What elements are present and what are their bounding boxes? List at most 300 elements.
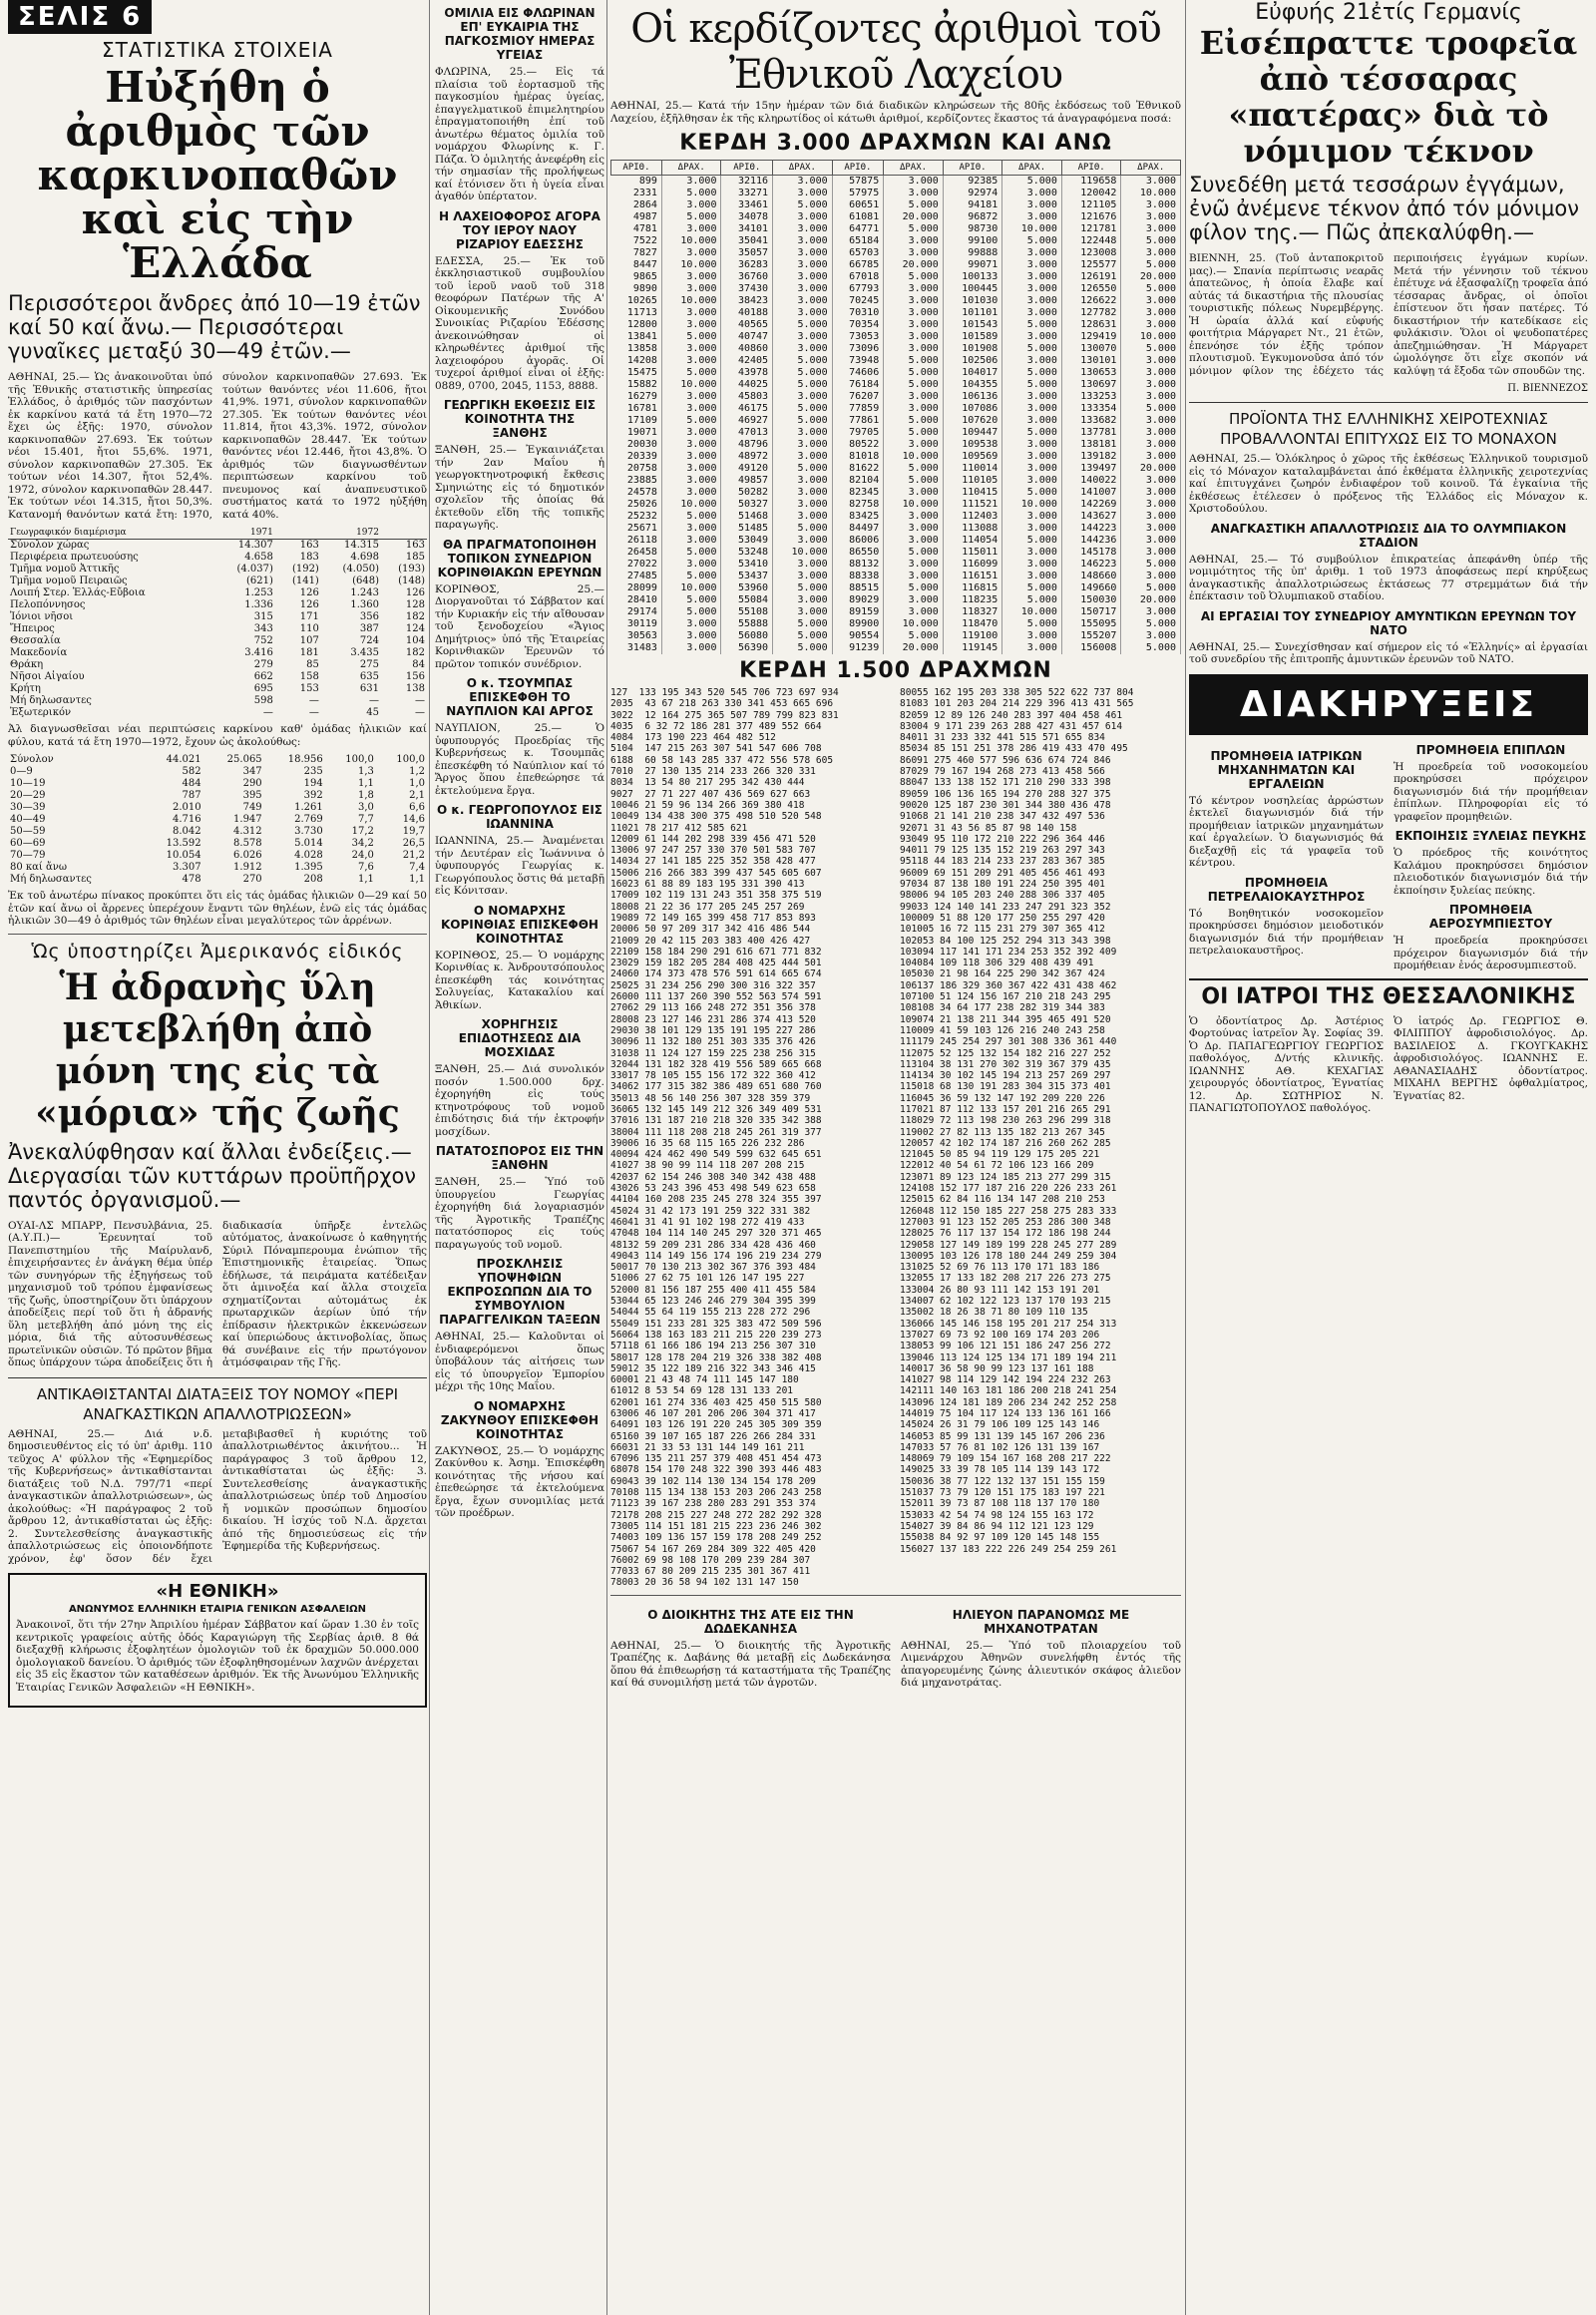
table-cell: 3.000	[773, 451, 833, 463]
table-cell: 73948	[832, 355, 884, 367]
table-cell: 4.028	[294, 850, 323, 861]
table-row	[611, 439, 1181, 451]
table-header: ΔΡΑΧ.	[773, 161, 833, 176]
table-cell: 5.000	[661, 571, 721, 582]
law-body: ΑΘΗΝΑΙ, 25.— Διά ν.δ. δημοσιευθέντος εἰς τό ὑπ' ἀριθμ. 110 τεῦχος Α' φύλλον τῆς «Ἐφημερίδος τῆς Κυβερνήσεως» ἀντικαθίστανται διατάξεις τοῦ Ν.Δ. 797/71 «περί ἀναγκαστικῶν ἀπαλλοτριώσεων», ὡς ἀκολούθως: «Ἡ παράγραφος 2 τοῦ ἄρθρου 12, ἀντικαθίσταται ὡς ἑξῆς: 2. Συντελεσθείσης ἀναγκαστικῆς ἀπαλλοτριώσεως εἰς ὁποιονδήποτε χρόνον, ἐφ' ὅσον δέν ἔχει μεταβιβασθεῖ ἡ κυριότης τοῦ ἀπαλλοτριωθέντος ἀκινήτου... Ἡ παράγραφος 3 τοῦ ἄρθρου 12, ἀντικαθίσταται ὡς ἑξῆς: 3. Συντελεσθείσης ἀναγκαστικῆς ἀπαλλοτριώσεως ὑπέρ τοῦ Δημοσίου ἤ νομικῶν προσώπων δημοσίου δικαίου. Ἡ ἰσχύς τοῦ Ν.Δ. ἄρχεται ἀπό τῆς δημοσιεύσεως εἰς τήν Ἐφημερίδα τῆς Κυβερνήσεως.	[8, 1427, 427, 1565]
table-row	[8, 826, 427, 838]
brief-body: ΑΘΗΝΑΙ, 25.— Καλοῦνται οἱ ἐνδιαφερόμενοι ὅπως ὑποβάλουν τάς αἰτήσεις των εἰς τό ὑπουργεῖον Ἐμπορίου μέχρι τῆς 10ης Μαΐου.	[435, 1331, 604, 1392]
table-cell: (192)	[291, 564, 319, 575]
table-cell: 3.000	[884, 247, 944, 259]
table-cell: 3.000	[1002, 439, 1062, 451]
column-right	[1189, 0, 1588, 1115]
table-cell: 10.000	[661, 295, 721, 307]
divider	[8, 934, 427, 935]
table-cell: 51485	[721, 523, 773, 535]
table-cell: 3.000	[773, 439, 833, 451]
table-cell: Ἐξωτερικόν	[10, 707, 72, 718]
table-cell: 10.000	[661, 235, 721, 247]
table-cell: 57975	[832, 188, 884, 199]
table-cell: 12800	[611, 319, 662, 331]
brief-body: ΖΑΚΥΝΘΟΣ, 25.— Ὁ νομάρχης Ζακύνθου κ. Ἀσημ. Ἐπισκέφθη κοινότητας τῆς νήσου καί ἐπεθεώρησε τά ἐκτελούμενα ἔργα, ἔχων συνομιλίας μετά τῶν προέδρων.	[435, 1444, 604, 1519]
table-cell: 116099	[943, 559, 1002, 571]
table-cell: 5.000	[1121, 642, 1181, 654]
lottery-title: Οἱ κερδίζοντες ἀριθμοὶ τοῦ Ἐθνικοῦ Λαχείου	[630, 6, 1161, 98]
table-row	[8, 754, 427, 766]
table-cell: 8447	[611, 259, 662, 271]
table-cell: 94181	[943, 199, 1002, 211]
table-cell: 126	[299, 587, 319, 598]
table-header: ΔΡΑΧ.	[661, 161, 721, 176]
table-cell: 79705	[832, 427, 884, 439]
table-cell: 43978	[721, 367, 773, 379]
table-cell: 4.658	[244, 552, 273, 563]
table-cell: 36283	[721, 259, 773, 271]
brief-body: ΞΑΝΘΗ, 25.— Ὑπό τοῦ ὑπουργείου Γεωργίας ἐχορηγήθη διά λογαριασμόν τῆς Ἀγροτικῆς Τραπέζης πατατόσπορος εἰς τούς παραγωγούς τοῦ νομοῦ.	[435, 1176, 604, 1251]
table-cell: 61081	[832, 211, 884, 223]
table-cell: 5.000	[1002, 176, 1062, 189]
table-cell: 3.000	[661, 271, 721, 283]
table-cell: 10.000	[1121, 331, 1181, 343]
table-header: ΔΡΑΧ.	[1002, 161, 1062, 176]
table-cell: 130070	[1061, 343, 1121, 355]
table-cell: 26458	[611, 547, 662, 559]
table-cell: 6,6	[409, 802, 425, 813]
lottery-bottom-briefs	[610, 1602, 1181, 1696]
table-cell: 35041	[721, 235, 773, 247]
table-cell: 67018	[832, 271, 884, 283]
table-cell: 5.000	[1121, 618, 1181, 630]
table-cell: 25.065	[226, 754, 262, 765]
table-cell: 5.000	[661, 606, 721, 618]
table-cell: 3.000	[1002, 523, 1062, 535]
table-cell: 50—59	[10, 826, 46, 837]
table-cell: 5.000	[773, 199, 833, 211]
brief-body: ΞΑΝΘΗ, 25.— Ἐγκαινιάζεται τήν 2αν Μαΐου ἡ γεωργοκτηνοτροφική ἔκθεσις Σμηνιώτης εἰς τό δημοτικόν σχολεῖον τῆς ὁποίας θά ἐκτεθοῦν εἴδη τῆς τοπικῆς παραγωγῆς.	[435, 444, 604, 531]
brief-headline: Ο ΔΙΟΙΚΗΤΗΣ ΤΗΣ ΑΤΕ ΕΙΣ ΤΗΝ ΔΩΔΕΚΑΝΗΣΑ	[647, 1607, 854, 1636]
table-cell: 33271	[721, 188, 773, 199]
table-row	[611, 176, 1181, 189]
table-cell: 3.000	[1121, 295, 1181, 307]
table-row	[611, 463, 1181, 475]
table-cell: 5.000	[884, 547, 944, 559]
table-cell: 88132	[832, 559, 884, 571]
table-cell: 130697	[1061, 379, 1121, 391]
column-briefs	[435, 0, 604, 1526]
table-cell: 3.000	[1121, 355, 1181, 367]
table-cell: 5.000	[1002, 319, 1062, 331]
table-cell: 3.000	[1121, 223, 1181, 235]
table-cell: 2864	[611, 199, 662, 211]
table-cell: 119100	[943, 630, 1002, 642]
table-cell: 5.000	[1121, 235, 1181, 247]
table-header	[275, 527, 321, 540]
table-cell: 3.000	[1002, 463, 1062, 475]
table-cell: 3.307	[172, 862, 201, 873]
table-cell: 5.000	[1002, 235, 1062, 247]
table-row	[611, 451, 1181, 463]
table-cell: 3.000	[773, 235, 833, 247]
table-cell: 163	[299, 540, 319, 551]
table-cell: 1,1	[409, 874, 425, 885]
brief-body: ΙΩΑΝΝΙΝΑ, 25.— Ἀναμένεται τήν Δευτέραν εἰς Ἰωάννινα ὁ ὑφυπουργός Γεωργίας κ. Γεωργόπουλος ὅστις θά μεταβῇ εἰς Κόνιτσαν.	[435, 835, 604, 897]
table-cell: 14208	[611, 355, 662, 367]
table-row	[8, 766, 427, 778]
table-cell: 3.000	[661, 559, 721, 571]
table-cell: 30119	[611, 618, 662, 630]
table-cell: 8.578	[233, 838, 262, 849]
table-cell: 181	[299, 647, 319, 658]
table-row	[611, 535, 1181, 547]
column-lottery	[610, 0, 1181, 1696]
table-cell: 2331	[611, 188, 662, 199]
table-cell: 145178	[1061, 547, 1121, 559]
table-cell: 1,1	[357, 874, 374, 885]
table-cell: 3.000	[661, 247, 721, 259]
table-cell: 5.000	[661, 211, 721, 223]
table-cell: 3.000	[661, 283, 721, 295]
table-cell: 141007	[1061, 487, 1121, 499]
table-cell: 3.000	[773, 343, 833, 355]
table-cell: 582	[182, 766, 201, 777]
table-cell: 752	[253, 635, 273, 646]
table-cell: Περιφέρεια πρωτευούσης	[10, 552, 139, 563]
brief-body: ΦΛΩΡΙΝΑ, 25.— Εἰς τά πλαίσια τοῦ ἑορτασμοῦ τῆς παγκοσμίου ἡμέρας ὑγείας, ἐπαγγελματικοῦ ἐπιμελητηρίου ἐπραγματοποιήθη ἐπί τοῦ ἀνωτέρω θέματος ὁμιλία τοῦ νομάρχου Φλωρίνης κ. Γ. Πάζα. Ὁ ὁμιλητής ἀνεφέρθη εἰς τήν σημασίαν τῆς προλήψεως καί ἐτόνισεν ὅτι ἡ ὑγεία εἶναι ἀγαθόν ὑπέρτατον.	[435, 66, 604, 202]
table-cell: 5.000	[773, 379, 833, 391]
table-row	[611, 523, 1181, 535]
table-cell: 5.000	[1121, 582, 1181, 594]
table-header: ΑΡΙΘ.	[1061, 161, 1121, 176]
table-cell: 55888	[721, 618, 773, 630]
table-cell: 73096	[832, 343, 884, 355]
table-cell: 5.000	[661, 547, 721, 559]
column-rule	[429, 0, 430, 2315]
table-cell: 13841	[611, 331, 662, 343]
table-cell: 144223	[1061, 523, 1121, 535]
table-cell: 5.000	[884, 475, 944, 487]
table-cell: 40—49	[10, 814, 46, 825]
young-headline: Εἰσέπραττε τροφεῖα ἀπὸ τέσσαρας «πατέρας» διὰ τὸ νόμιμον τέκνον	[1199, 24, 1578, 170]
table-cell: 3.000	[661, 535, 721, 547]
table-row	[611, 547, 1181, 559]
table-cell: 8.042	[172, 826, 201, 837]
right-briefs	[1189, 522, 1588, 666]
table-cell: 5.000	[773, 523, 833, 535]
table-cell: 86550	[832, 547, 884, 559]
doctors-left: Ὁ ὀδοντίατρος Δρ. Ἀστέριος Φορτούνας ἰατρεῖον Ἀγ. Σοφίας 39. Ὁ Δρ. ΠΑΠΑΓΕΩΡΓΙΟΥ ΓΕΩΡΓΙΟΣ παθολόγος, Δ/ντής κλινικῆς. ΙΩΑΝΝΗΣ ΑΘ. ΚΕΧΑΓΙΑΣ χειρουργός ὀδοντίατρος, Ἐγνατίας 12. Δρ. ΣΩΤΗΡΙΟΣ Ν. ΠΑΝΑΓΙΩΤΟΠΟΥΛΟΣ παθολόγος.	[1189, 1014, 1384, 1114]
table-cell: 88515	[832, 582, 884, 594]
table-cell: 56390	[721, 642, 773, 654]
table-cell: 5.000	[884, 379, 944, 391]
table-cell: 118235	[943, 594, 1002, 606]
table-cell: 10.000	[1002, 499, 1062, 511]
brief-headline: Ο ΝΟΜΑΡΧΗΣ ΚΟΡΙΝΘΙΑΣ ΕΠΙΣΚΕΦΘΗ ΚΟΙΝΟΤΗΤΑΣ	[441, 903, 598, 946]
table-cell: 3.000	[1002, 247, 1062, 259]
table-cell: 14.315	[343, 540, 379, 551]
table-cell: 27485	[611, 571, 662, 582]
table-cell: 3.000	[884, 571, 944, 582]
table-cell: 45	[366, 707, 379, 718]
table-cell: 3.000	[773, 535, 833, 547]
table-cell: 70354	[832, 319, 884, 331]
table-cell: 10.000	[773, 547, 833, 559]
table-cell: 163	[405, 540, 425, 551]
table-cell: —	[368, 695, 379, 706]
table-cell: Κρήτη	[10, 683, 41, 694]
table-cell: 146223	[1061, 559, 1121, 571]
table-cell: 3.000	[1121, 211, 1181, 223]
table-cell: 46927	[721, 415, 773, 427]
table-cell: 20.000	[884, 259, 944, 271]
table-cell: 171	[299, 611, 319, 622]
table-cell: 156008	[1061, 642, 1121, 654]
table-cell: 20339	[611, 451, 662, 463]
table-cell: 5.000	[884, 199, 944, 211]
table-cell: 148660	[1061, 571, 1121, 582]
table-cell: 5.000	[773, 630, 833, 642]
table-cell: 0—9	[10, 766, 33, 777]
table-row	[8, 695, 427, 707]
table-cell: 119145	[943, 642, 1002, 654]
table-cell: 3.000	[661, 403, 721, 415]
table-cell: 28099	[611, 582, 662, 594]
table-row	[611, 487, 1181, 499]
table-cell: 126191	[1061, 271, 1121, 283]
table-cell: 121676	[1061, 211, 1121, 223]
table-cell: 76207	[832, 391, 884, 403]
table-header: 1971	[215, 527, 275, 540]
table-cell: 5.000	[773, 355, 833, 367]
table-cell: 109538	[943, 439, 1002, 451]
table-cell: 116815	[943, 582, 1002, 594]
table-cell: 3.000	[773, 391, 833, 403]
table-cell: 208	[303, 874, 323, 885]
table-cell: 1.395	[294, 862, 323, 873]
table-cell: 3.000	[1121, 319, 1181, 331]
table-cell: 100,0	[396, 754, 425, 765]
table-header: Γεωγραφικόν διαμέρισμα	[8, 527, 215, 540]
table-cell: 53960	[721, 582, 773, 594]
table-cell: 88338	[832, 571, 884, 582]
table-cell: 5.000	[773, 367, 833, 379]
table-cell: 3.000	[1002, 355, 1062, 367]
table-cell: 10.000	[884, 499, 944, 511]
table-cell: Μή δηλωσαντες	[10, 874, 92, 885]
table-cell: 55084	[721, 594, 773, 606]
table-cell: 3.000	[1121, 630, 1181, 642]
table-cell: 3.000	[1121, 439, 1181, 451]
table-cell: 9865	[611, 271, 662, 283]
table-cell: 40565	[721, 319, 773, 331]
table-cell: (148)	[398, 576, 425, 586]
table-cell: 3.000	[1002, 199, 1062, 211]
table-cell: 50327	[721, 499, 773, 511]
table-cell: 121105	[1061, 199, 1121, 211]
table-cell: 3.000	[773, 223, 833, 235]
table-cell: 25026	[611, 499, 662, 511]
table-cell: 9890	[611, 283, 662, 295]
table-row	[8, 802, 427, 814]
table-cell: 3.000	[773, 176, 833, 189]
table-cell: 60651	[832, 199, 884, 211]
table-cell: 109569	[943, 451, 1002, 463]
table-cell: 51468	[721, 511, 773, 523]
table-cell: 144236	[1061, 535, 1121, 547]
brief-headline: Η ΛΑΧΕΙΟΦΟΡΟΣ ΑΓΟΡΑ ΤΟΥ ΙΕΡΟΥ ΝΑΟΥ ΡΙΖΑΡΙΟΥ ΕΔΕΣΣΗΣ	[439, 208, 600, 251]
table-cell: 5.000	[773, 463, 833, 475]
table-cell: 10.000	[661, 499, 721, 511]
table-cell: 749	[242, 802, 262, 813]
table-cell: 36760	[721, 271, 773, 283]
table-cell: 3.000	[1121, 379, 1181, 391]
ethniki-ad-subtitle: ΑΝΩΝΥΜΟΣ ΕΛΛΗΝΙΚΗ ΕΤΑΙΡΙΑ ΓΕΝΙΚΩΝ ΑΣΦΑΛΕΙΩΝ	[68, 1604, 367, 1615]
table-cell: 347	[242, 766, 262, 777]
table-cell: 92974	[943, 188, 1002, 199]
brief-body: ΑΘΗΝΑΙ, 25.— Ὁ διοικητής τῆς Ἀγροτικῆς Τραπέζης κ. Δαβάνης θά μεταβῇ εἰς Δωδεκάνησα ὅπου θά ἐπιθεωρήσῃ τά καταστήματα τῆς Τραπέζης καί θά συνομιλήσῃ μετά τῶν ἀγροτῶν.	[610, 1639, 891, 1690]
table-cell: 101543	[943, 319, 1002, 331]
table-cell: 110	[299, 623, 319, 634]
table-cell: 662	[253, 671, 273, 682]
table-cell: 1,2	[409, 766, 425, 777]
table-cell: 194	[303, 778, 323, 789]
table-cell: 6.026	[233, 850, 262, 861]
table-cell: 89900	[832, 618, 884, 630]
table-row	[611, 343, 1181, 355]
table-cell: Θεσσαλία	[10, 635, 61, 646]
table-cell: 140022	[1061, 475, 1121, 487]
table-cell: 3.000	[884, 331, 944, 343]
table-cell: 3.000	[1121, 499, 1181, 511]
table-row	[611, 271, 1181, 283]
table-cell: 3.000	[773, 307, 833, 319]
lottery-table	[610, 160, 1181, 654]
table-cell: 99071	[943, 259, 1002, 271]
table-row	[8, 552, 427, 564]
table-cell: 3.000	[884, 188, 944, 199]
table-cell: 82345	[832, 487, 884, 499]
table-cell: 3.000	[1002, 331, 1062, 343]
table-cell: 3.000	[773, 606, 833, 618]
table-cell: Θράκη	[10, 659, 44, 670]
table-cell: 3.000	[1121, 367, 1181, 379]
table-cell: 126550	[1061, 283, 1121, 295]
table-cell: 143627	[1061, 511, 1121, 523]
brief-headline: ΘΑ ΠΡΑΓΜΑΤΟΠΟΙΗΘΗ ΤΟΠΙΚΟΝ ΣΥΝΕΔΡΙΟΝ ΚΟΡΙΝΘΙΑΚΩΝ ΕΡΕΥΝΩΝ	[437, 537, 602, 579]
table-cell: 7,7	[357, 814, 374, 825]
table-cell: 3.000	[661, 223, 721, 235]
table-cell: 3.000	[1002, 475, 1062, 487]
table-cell: 2.769	[294, 814, 323, 825]
table-cell: 70245	[832, 295, 884, 307]
table-cell: 35057	[721, 247, 773, 259]
table-cell: 3.000	[884, 343, 944, 355]
table-cell: 82104	[832, 475, 884, 487]
table-cell: 16781	[611, 403, 662, 415]
table-cell: 26118	[611, 535, 662, 547]
table-cell: 14.307	[237, 540, 273, 551]
table-cell: 5.000	[884, 367, 944, 379]
brief-body: ΚΟΡΙΝΘΟΣ, 25.— Ὁ νομάρχης Κορινθίας κ. Ἀνδρουτσόπουλος ἐπεσκέφθη τάς κοινότητας Σολυγείας, Κατακαλίου καί Ἀθικίων.	[435, 949, 604, 1011]
table-cell: 5.000	[1121, 283, 1181, 295]
table-cell: 49857	[721, 475, 773, 487]
table-cell: 1,1	[357, 778, 374, 789]
table-cell: 315	[253, 611, 273, 622]
table-cell: 899	[611, 176, 662, 189]
table-cell: 118327	[943, 606, 1002, 618]
table-cell: 3.000	[661, 618, 721, 630]
table-cell: 34101	[721, 223, 773, 235]
table-cell: 20.000	[1121, 463, 1181, 475]
table-cell: 5.000	[1121, 559, 1181, 571]
table-row	[611, 235, 1181, 247]
table-cell: 110415	[943, 487, 1002, 499]
table-cell: 631	[359, 683, 379, 694]
table-cell: 3.000	[773, 211, 833, 223]
table-cell: 5.000	[773, 642, 833, 654]
table-cell: 5.000	[884, 415, 944, 427]
table-cell: 3.000	[661, 630, 721, 642]
table-cell: 3.000	[661, 451, 721, 463]
table-cell: 32116	[721, 176, 773, 189]
table-cell: 10.000	[661, 259, 721, 271]
table-cell: 5.000	[661, 367, 721, 379]
table-cell: 42405	[721, 355, 773, 367]
table-cell: 19,7	[402, 826, 425, 837]
table-cell: Σύνολον	[10, 754, 54, 765]
table-row	[611, 415, 1181, 427]
table-cell: 110105	[943, 475, 1002, 487]
table-cell: 13858	[611, 343, 662, 355]
table-cell: 139497	[1061, 463, 1121, 475]
table-cell: 3.000	[1121, 247, 1181, 259]
table-cell: 121781	[1061, 223, 1121, 235]
table-cell: 4987	[611, 211, 662, 223]
table-cell: 5.000	[1002, 427, 1062, 439]
table-cell: 70—79	[10, 850, 46, 861]
ad-headline: ΠΡΟΜΗΘΕΙΑ ΠΕΤΡΕΛΑΙΟΚΑΥΣΤΗΡΟΣ	[1207, 875, 1366, 904]
table-cell: 3.000	[773, 271, 833, 283]
table-row	[611, 642, 1181, 654]
table-cell: 84497	[832, 523, 884, 535]
table-cell: 14,6	[402, 814, 425, 825]
table-row	[611, 247, 1181, 259]
table-cell: 3.000	[1121, 415, 1181, 427]
table-row	[611, 618, 1181, 630]
brief-headline: ΟΜΙΛΙΑ ΕΙΣ ΦΛΩΡΙΝΑΝ ΕΠ' ΕΥΚΑΙΡΙΑ ΤΗΣ ΠΑΓΚΟΣΜΙΟΥ ΗΜΕΡΑΣ ΥΓΕΙΑΣ	[444, 6, 596, 62]
table-cell: 5.000	[773, 319, 833, 331]
table-row	[8, 564, 427, 576]
table-cell: 356	[359, 611, 379, 622]
stats-body: ΑΘΗΝΑΙ, 25.— Ὡς ἀνακοινοῦται ὑπό τῆς Ἐθνικῆς στατιστικῆς ὑπηρεσίας Ἑλλάδος, ὁ ἀριθμός τῶν πασχόντων ἐκ καρκίνου κατά τά ἔτη 1970—72 ἔχει ὡς ἑξῆς: 1970, σύνολον καρκινοπαθῶν 27.693. Ἐκ τούτων νέοι 15.401, ἤτοι 55,6%. 1971, σύνολον καρκινοπαθῶν 27.305. Ἐκ τούτων νέοι 14.307, ἤτοι 52,4%. 1972, σύνολον καρκινοπαθῶν 28.447. Ἐκ τούτων νέοι 14.315, ἤτοι 50,3%. Κατανομή θανόντων κατά ἔτη: 1970, σύνολον καρκινοπαθῶν 27.693. Ἐκ τούτων θανόντες νέοι 11.606, ἤτοι 41,9%. 1971, σύνολον καρκινοπαθῶν 27.305. Ἐκ τούτων θανόντες νέοι 11.814, ἤτοι 43,3%. 1972, σύνολον καρκινοπαθῶν 28.447. Ἐκ τούτων θανόντες νέοι 12.446, ἤτοι 43,8%. Ὁ ἀριθμός τῶν διαγνωσθέντων περιπτώσεων καρκίνου τοῦ πνευμονος καί ἀναπνευστικοῦ συστήματος κατά το 1972 ηὐξήθη κατά 40%.	[8, 371, 427, 521]
table-cell: (193)	[398, 564, 425, 575]
table-cell: 21,2	[402, 850, 425, 861]
stats-deck: Περισσότεροι ἄνδρες ἀπό 10—19 ἐτῶν καί 50 καί ἄνω.— Περισσότεραι γυναῖκες μεταξύ 30—49 ἐτῶν.—	[8, 291, 421, 363]
table-row	[611, 630, 1181, 642]
table-cell: 150717	[1061, 606, 1121, 618]
table-header: ΑΡΙΘ.	[943, 161, 1002, 176]
table-cell: 3.000	[1002, 188, 1062, 199]
table-cell: 91239	[832, 642, 884, 654]
table-cell: 77859	[832, 403, 884, 415]
table-cell: 66785	[832, 259, 884, 271]
table-cell: 10.000	[661, 379, 721, 391]
table-cell: 24578	[611, 487, 662, 499]
table-cell: 126	[299, 599, 319, 610]
table-cell: 7,4	[409, 862, 425, 873]
table-cell: 16279	[611, 391, 662, 403]
table-cell: 484	[182, 778, 201, 789]
ads-banner: ΔΙΑΚΗΡΥΞΕΙΣ	[1189, 674, 1588, 735]
brief-headline: ΠΑΤΑΤΟΣΠΟΡΟΣ ΕΙΣ ΤΗΝ ΞΑΝΘΗΝ	[435, 1144, 604, 1172]
